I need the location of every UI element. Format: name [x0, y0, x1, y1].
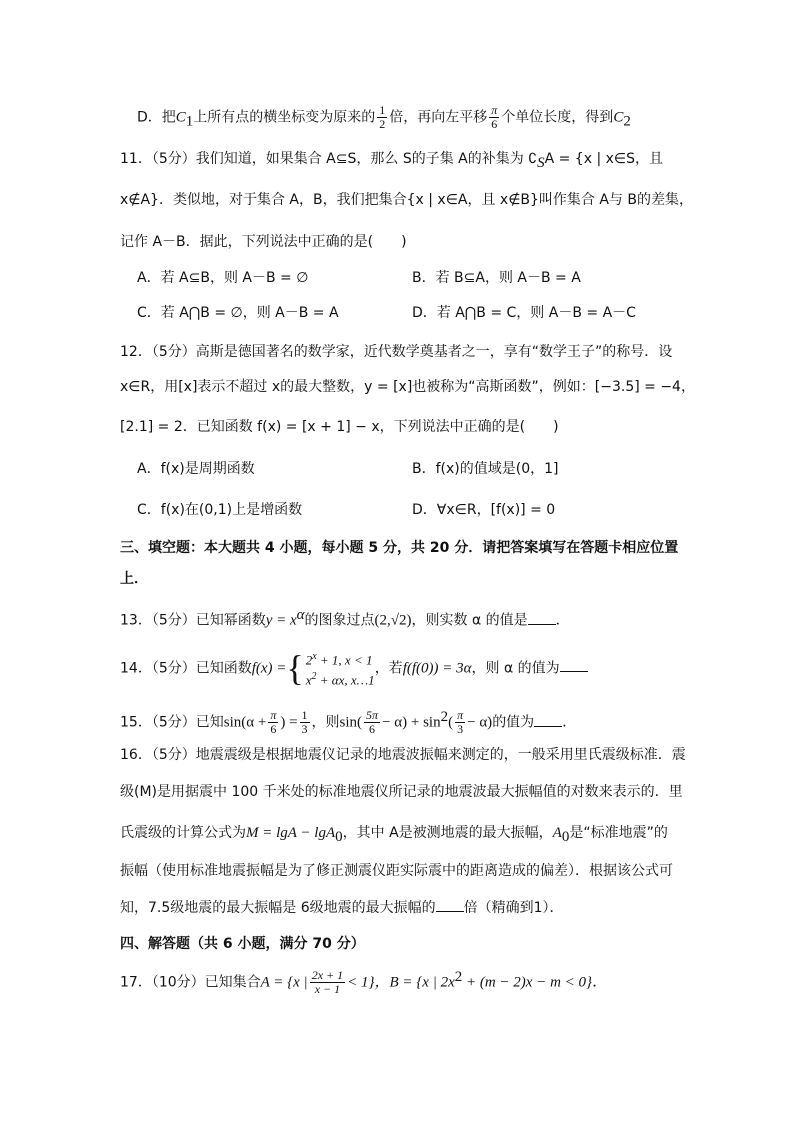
q11-line-3: 记作 A－B．据此，下列说法中正确的是( ) — [120, 234, 407, 250]
q16-line-2: 级(M)是用据震中 100 千米处的标准地震仪所记录的地震波最大振幅值的对数来表示的．里 — [120, 784, 683, 800]
section-4-heading: 四、解答题（共 6 小题，满分 70 分） — [120, 936, 365, 952]
q13: 13．（5分）已知幂函数$y = x^\alpha$的图象过点(2,√2)，则实数 α 的值是 ． — [120, 607, 570, 629]
q12-option-d: D．∀x∈R，[f(x)] = 0 — [412, 502, 556, 518]
q16-line-1: 16．（5分）地震震级是根据地震仪记录的地震波振幅来测定的，一般采用里氏震级标准．震 — [120, 747, 686, 763]
q11-option-a: A．若 A⊆B，则 A－B = ∅ — [137, 270, 309, 286]
q12-line-3: [2.1] = 2．已知函数 f(x) = [x + 1] − x，下列说法中正确的是( ) — [120, 419, 559, 435]
q10-option-d: D．把$C_1$上所有点的横坐标变为原来的 $\frac{1}{2}$ 倍，再向左平移 $\frac{\pi}{6}$ 个单位长度，得到$C_2$ — [137, 103, 631, 131]
q11-line-2: x∉A}．类似地，对于集合 A，B，我们把集合{x | x∈A，且 x∉B}叫作集合 A与 B的差集， — [120, 192, 693, 208]
q16-answer-blank — [436, 897, 464, 912]
q11-option-d: D．若 A⋂B = C，则 A－B = A－C — [412, 305, 636, 321]
q17: 17．（10分）已知集合A = {x | $\frac{2x + 1}{x - 1}$ < 1}，B = {x | $2x^2 + (m - 2)x - m < 0$}． — [120, 968, 608, 997]
q12-line-1: 12．（5分）高斯是德国著名的数学家，近代数学奠基者之一，享有“数学王子”的称号．设 — [120, 344, 673, 360]
q12-option-a: A．f(x)是周期函数 — [137, 461, 255, 477]
q11-option-c: C．若 A⋂B = ∅，则 A－B = A — [137, 305, 339, 321]
q15-answer-blank — [534, 712, 562, 727]
q16-line-4: 振幅（使用标准地震振幅是为了修正测震仪距实际震中的距离造成的偏差）．根据该公式可 — [120, 863, 673, 879]
q12-option-c: C．f(x)在(0,1)上是增函数 — [137, 502, 303, 518]
section-3-heading-cont: 上． — [120, 571, 148, 587]
section-3-heading: 三、填空题：本大题共 4 小题，每小题 5 分，共 20 分．请把答案填写在答题卡相应位置 — [120, 540, 679, 556]
q14-answer-blank — [560, 657, 588, 672]
q12-option-b: B．f(x)的值域是(0，1] — [412, 461, 559, 477]
q14: 14．（5分）已知函数f(x) ={ $2^x + 1$, x < 1 $x^2 + \alpha x$, x…1 ，若f(f(0)) = 3α，则 α 的值为 — [120, 648, 588, 689]
q16-line-3: 氏震级的计算公式为M = lgA − lgA$_0$，其中 A是被测地震的最大振幅，$A_0$是“标准地震”的 — [120, 825, 668, 845]
q13-answer-blank — [528, 610, 556, 625]
piecewise-brace: { — [286, 648, 304, 689]
q12-line-2: x∈R，用[x]表示不超过 x的最大整数，y = [x]也被称为“高斯函数”，例如：[−3.5] = −4， — [120, 379, 695, 395]
q16-line-5: 知，7.5级地震的最大振幅是 6级地震的最大振幅的 倍（精确到1）． — [120, 897, 564, 918]
q11-line-1: 11．（5分）我们知道，如果集合 A⊆S，那么 S的子集 A的补集为 $∁_SA = \{x$ | x∈S，且 — [120, 151, 663, 171]
q11-option-b: B．若 B⊆A，则 A－B = A — [412, 270, 581, 286]
q15: 15．（5分）已知sin(α + $\frac{\pi}{6}$ ) = $\frac{1}{3}$ ，则sin( $\frac{5\pi}{6}$ − $\alpha) + \sin^2$( $\frac{\pi}{3}$ − α)的值为 ． — [120, 708, 577, 737]
piecewise-cases: $2^x + 1$, x < 1 $x^2 + \alpha x$, x…1 — [305, 651, 375, 688]
